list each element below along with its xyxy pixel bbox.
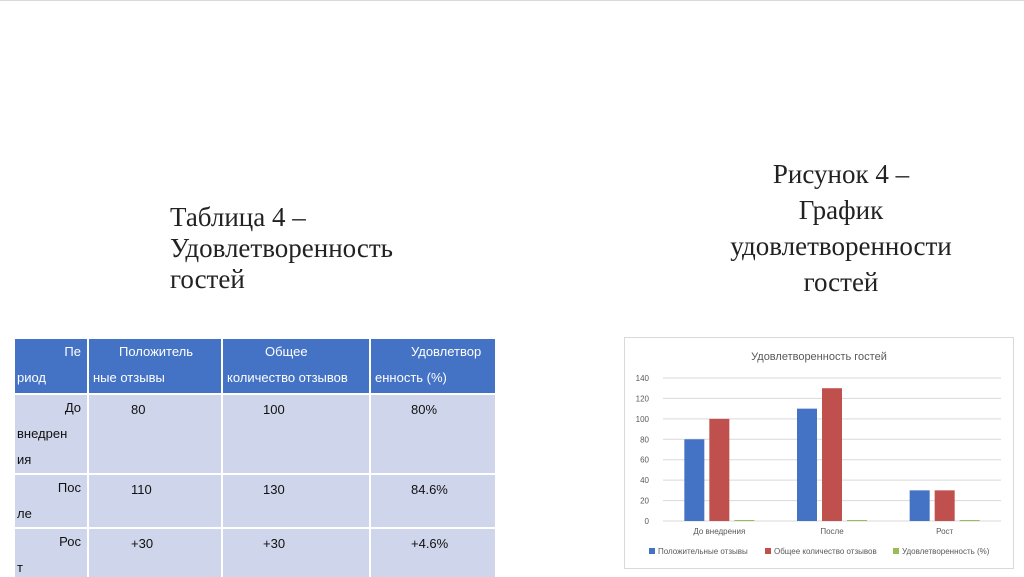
header-positive (88, 338, 222, 394)
header-satisfaction-line2: енность (%) (375, 370, 447, 385)
cell-total (222, 474, 370, 528)
period-line3: ия (17, 452, 32, 467)
table-row (14, 474, 495, 528)
y-tick-label: 140 (635, 374, 649, 383)
bar-3 (734, 520, 754, 521)
x-tick-labels (693, 527, 953, 536)
y-tick-label: 60 (640, 455, 649, 465)
period-line1: Пос (57, 480, 81, 495)
header-satisfaction-line1: Удовлетвор (411, 344, 482, 359)
y-tick-label: 40 (640, 476, 649, 486)
y-tick-label: 80 (640, 435, 649, 445)
x-tick-label: Рост (936, 527, 954, 536)
legend-label: Удовлетворенность (%) (902, 547, 990, 556)
legend-label: Общее количество отзывов (774, 547, 877, 556)
cell-total (222, 528, 370, 577)
bar-2 (709, 419, 729, 521)
total-value: 130 (263, 482, 285, 497)
bar-3 (960, 520, 980, 521)
period-line2: т (17, 560, 23, 575)
table-caption: Таблица 4 – Удовлетворенность гостей (170, 202, 393, 294)
positive-value: 110 (131, 482, 152, 497)
x-tick-label: После (820, 527, 844, 536)
total-value: 100 (263, 402, 285, 417)
total-value: +30 (263, 536, 286, 551)
y-tick-label: 100 (635, 414, 649, 424)
cell-positive (88, 528, 222, 577)
header-total-line2: количество отзывов (227, 370, 348, 385)
legend-swatch (893, 548, 899, 554)
legend-swatch (649, 548, 655, 554)
y-tick-labels (636, 374, 650, 526)
cell-total (222, 394, 370, 474)
period-line1: Рос (59, 534, 81, 549)
legend-label: Положительные отзывы (658, 547, 748, 556)
cell-positive (88, 394, 222, 474)
cell-satisfaction (370, 394, 495, 474)
bar-1 (797, 409, 817, 521)
table-row (14, 394, 495, 474)
legend-swatch (765, 548, 771, 554)
positive-value: +30 (131, 536, 154, 551)
satisfaction-value: +4.6% (411, 536, 449, 551)
cell-period (14, 528, 88, 577)
period-line2: ле (17, 506, 32, 521)
bar-1 (910, 490, 930, 521)
satisfaction-table (13, 337, 495, 577)
y-tick-label: 0 (644, 517, 649, 526)
satisfaction-value: 80% (411, 402, 438, 417)
table-header-row (14, 338, 495, 394)
header-positive-line1: Положитель (119, 344, 194, 359)
satisfaction-value: 84.6% (411, 482, 448, 497)
bar-3 (847, 520, 867, 521)
x-tick-label: До внедрения (693, 527, 746, 536)
cell-positive (88, 474, 222, 528)
header-period-line1: Пе (64, 344, 81, 359)
legend (649, 547, 990, 556)
figure-caption: Рисунок 4 – График удовлетворенности гостей (730, 159, 952, 297)
bars (684, 388, 979, 521)
period-line1: До (64, 400, 81, 415)
header-period-line2: риод (17, 370, 47, 385)
header-satisfaction (370, 338, 495, 394)
bar-1 (684, 439, 704, 521)
header-total-line1: Общее (265, 344, 308, 359)
cell-satisfaction (370, 474, 495, 528)
header-period (14, 338, 88, 394)
satisfaction-chart (624, 337, 1014, 569)
y-tick-label: 20 (640, 496, 649, 506)
cell-satisfaction (370, 528, 495, 577)
cell-period (14, 394, 88, 474)
header-positive-line2: ные отзывы (93, 370, 165, 385)
bar-2 (822, 388, 842, 521)
chart-title: Удовлетворенность гостей (751, 351, 887, 363)
bar-2 (935, 490, 955, 521)
period-line2: внедрен (17, 426, 68, 441)
cell-period (14, 474, 88, 528)
table-row (14, 528, 495, 577)
header-total (222, 338, 370, 394)
top-divider (0, 0, 1024, 1)
y-tick-label: 120 (635, 394, 649, 404)
positive-value: 80 (131, 402, 146, 417)
chart-svg (625, 338, 1013, 568)
